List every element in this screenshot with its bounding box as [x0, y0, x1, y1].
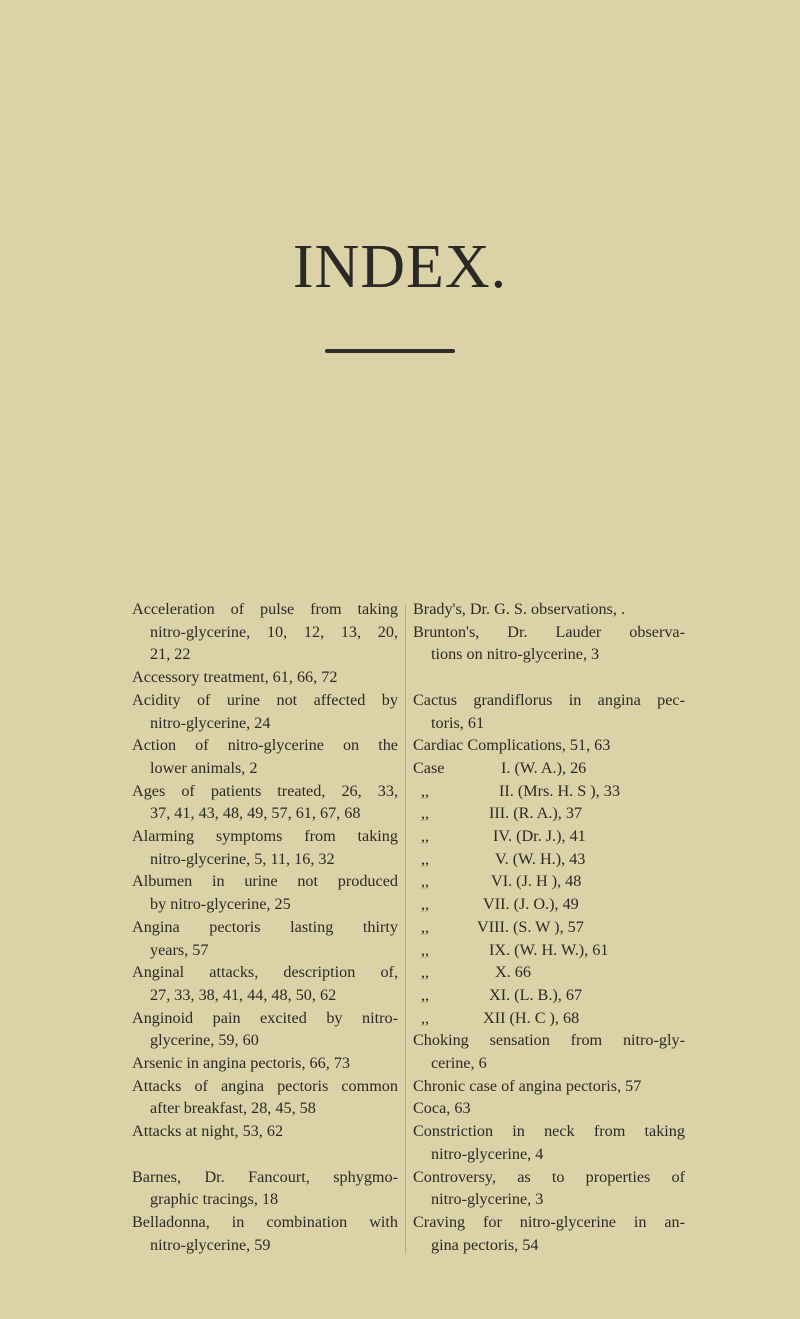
index-entry [413, 598, 685, 621]
case-entry [413, 1007, 685, 1030]
index-entry [413, 1097, 685, 1120]
index-entry-continuation: 21, 22 [150, 645, 191, 664]
index-entry-continuation: by nitro-glycerine, 25 [150, 895, 291, 914]
index-entry [132, 870, 398, 915]
index-entry-continuation: nitro-glycerine, 24 [150, 713, 271, 732]
index-entry-heading: Acidity of urine not affected by [132, 690, 398, 709]
case-text: V. (W. H.), 43 [495, 849, 586, 868]
ditto-mark: ,, [421, 917, 430, 936]
index-entry [132, 780, 398, 825]
case-entry [413, 848, 685, 871]
index-entry-continuation: graphic tracings, 18 [150, 1190, 279, 1209]
index-entry-heading: Albumen in urine not produced [132, 872, 398, 891]
index-entry [132, 734, 398, 779]
index-entry-heading: Brunton's, Dr. Lauder observa- [413, 622, 685, 641]
index-entry [132, 598, 398, 666]
index-entry-heading: Belladonna, in combination with [132, 1212, 398, 1231]
case-text: X. 66 [495, 963, 531, 982]
case-entry [413, 870, 685, 893]
index-entry-continuation: nitro-glycerine, 4 [431, 1144, 544, 1163]
ditto-mark: ,, [421, 940, 430, 959]
index-entry-continuation: toris, 61 [431, 713, 485, 732]
ditto-mark: ,, [421, 804, 430, 823]
index-entry [413, 621, 685, 666]
case-text: XII (H. C ), 68 [483, 1008, 580, 1027]
index-entry-heading: Action of nitro-glycerine on the [132, 736, 398, 755]
index-entry-heading: Constriction in neck from taking [413, 1122, 685, 1141]
case-entry [413, 802, 685, 825]
index-entry [132, 1166, 398, 1211]
case-text: IV. (Dr. J.), 41 [493, 827, 586, 846]
case-entry [413, 916, 685, 939]
index-entry-continuation: nitro-glycerine, 3 [431, 1190, 544, 1209]
index-entry-continuation: years, 57 [150, 940, 209, 959]
case-text: VII. (J. O.), 49 [483, 895, 579, 914]
index-entry-continuation: nitro-glycerine, 5, 11, 16, 32 [150, 849, 335, 868]
case-text: IX. (W. H. W.), 61 [489, 940, 609, 959]
case-entry [413, 825, 685, 848]
index-entry-heading: Alarming symptoms from taking [132, 827, 398, 846]
index-entry-heading: Ages of patients treated, 26, 33, [132, 781, 398, 800]
index-entry-continuation: 27, 33, 38, 41, 44, 48, 50, 62 [150, 985, 337, 1004]
index-entry [413, 689, 685, 734]
index-entry-heading: Brady's, Dr. G. S. observations, . [413, 600, 625, 618]
index-right-column [413, 598, 685, 1256]
index-entry [132, 916, 398, 961]
index-entry [132, 961, 398, 1006]
index-entry-heading: Craving for nitro-glycerine in an- [413, 1212, 685, 1231]
index-entry-continuation: tions on nitro-glycerine, 3 [431, 645, 600, 664]
case-text: I. (W. A.), 26 [501, 758, 587, 777]
ditto-mark: ,, [421, 963, 430, 982]
case-text: VIII. (S. W ), 57 [477, 917, 584, 936]
index-entry-heading: Acceleration of pulse from taking [132, 600, 398, 618]
case-entry [413, 757, 685, 780]
index-entry-heading: Cactus grandiflorus in angina pec- [413, 690, 685, 709]
ditto-mark: ,, [421, 872, 430, 891]
case-entry [413, 984, 685, 1007]
ditto-mark: ,, [421, 827, 430, 846]
page-title: INDEX. [292, 233, 508, 301]
index-entry [132, 1120, 398, 1143]
index-entry-heading: Attacks of angina pectoris common [132, 1076, 398, 1095]
index-entry [413, 1029, 685, 1074]
index-entry [413, 1211, 685, 1256]
index-entry-continuation: 37, 41, 43, 48, 49, 57, 61, 67, 68 [150, 804, 361, 823]
ditto-mark: ,, [421, 985, 430, 1004]
index-entry [413, 1120, 685, 1165]
index-entry-heading: Anginoid pain excited by nitro- [132, 1008, 398, 1027]
index-entry-heading: Choking sensation from nitro-gly- [413, 1031, 685, 1050]
spacer [132, 1143, 398, 1166]
ditto-mark: ,, [421, 895, 430, 914]
index-entry [132, 825, 398, 870]
case-text: III. (R. A.), 37 [489, 804, 583, 823]
spacer [413, 666, 685, 689]
case-label: Case [413, 758, 445, 777]
index-entry-continuation: nitro-glycerine, 10, 12, 13, 20, [150, 622, 398, 641]
case-entry [413, 893, 685, 916]
index-entry [413, 1075, 685, 1098]
index-entry [132, 666, 398, 689]
ditto-mark: ,, [421, 849, 430, 868]
index-entry-continuation: cerine, 6 [431, 1054, 487, 1073]
ditto-mark: ,, [421, 781, 430, 800]
index-entry [132, 1075, 398, 1120]
index-entry [132, 1007, 398, 1052]
index-entry [132, 1211, 398, 1256]
index-entry-continuation: after breakfast, 28, 45, 58 [150, 1099, 316, 1118]
index-entry-heading: Arsenic in angina pectoris, 66, 73 [132, 1054, 351, 1073]
index-entry-continuation: gina pectoris, 54 [431, 1235, 539, 1254]
index-entry-continuation: lower animals, 2 [150, 758, 258, 777]
index-entry-heading: Barnes, Dr. Fancourt, sphygmo- [132, 1167, 398, 1186]
index-left-column [132, 598, 398, 1256]
index-entry-heading: Attacks at night, 53, 62 [132, 1122, 284, 1141]
case-text: II. (Mrs. H. S ), 33 [499, 781, 620, 800]
index-entry-heading: Accessory treatment, 61, 66, 72 [132, 668, 338, 687]
index-entry-continuation: glycerine, 59, 60 [150, 1031, 259, 1050]
index-entry-heading: Controversy, as to properties of [413, 1167, 685, 1186]
title-rule [325, 349, 455, 353]
index-entry-heading: Anginal attacks, description of, [132, 963, 398, 982]
index-entry-continuation: nitro-glycerine, 59 [150, 1235, 271, 1254]
case-entry [413, 780, 685, 803]
ditto-mark: ,, [421, 1008, 430, 1027]
index-entry [132, 1052, 398, 1075]
column-divider [405, 604, 406, 1254]
index-entry-heading: Coca, 63 [413, 1099, 471, 1118]
index-entry-heading: Chronic case of angina pectoris, 57 [413, 1076, 642, 1095]
case-entry [413, 961, 685, 984]
case-text: XI. (L. B.), 67 [489, 985, 583, 1004]
case-entry [413, 939, 685, 962]
index-entry-heading: Cardiac Complications, 51, 63 [413, 736, 611, 755]
index-entry-heading: Angina pectoris lasting thirty [132, 917, 398, 936]
index-entry [132, 689, 398, 734]
case-text: VI. (J. H ), 48 [491, 872, 582, 891]
index-entry [413, 1166, 685, 1211]
index-entry [413, 734, 685, 757]
